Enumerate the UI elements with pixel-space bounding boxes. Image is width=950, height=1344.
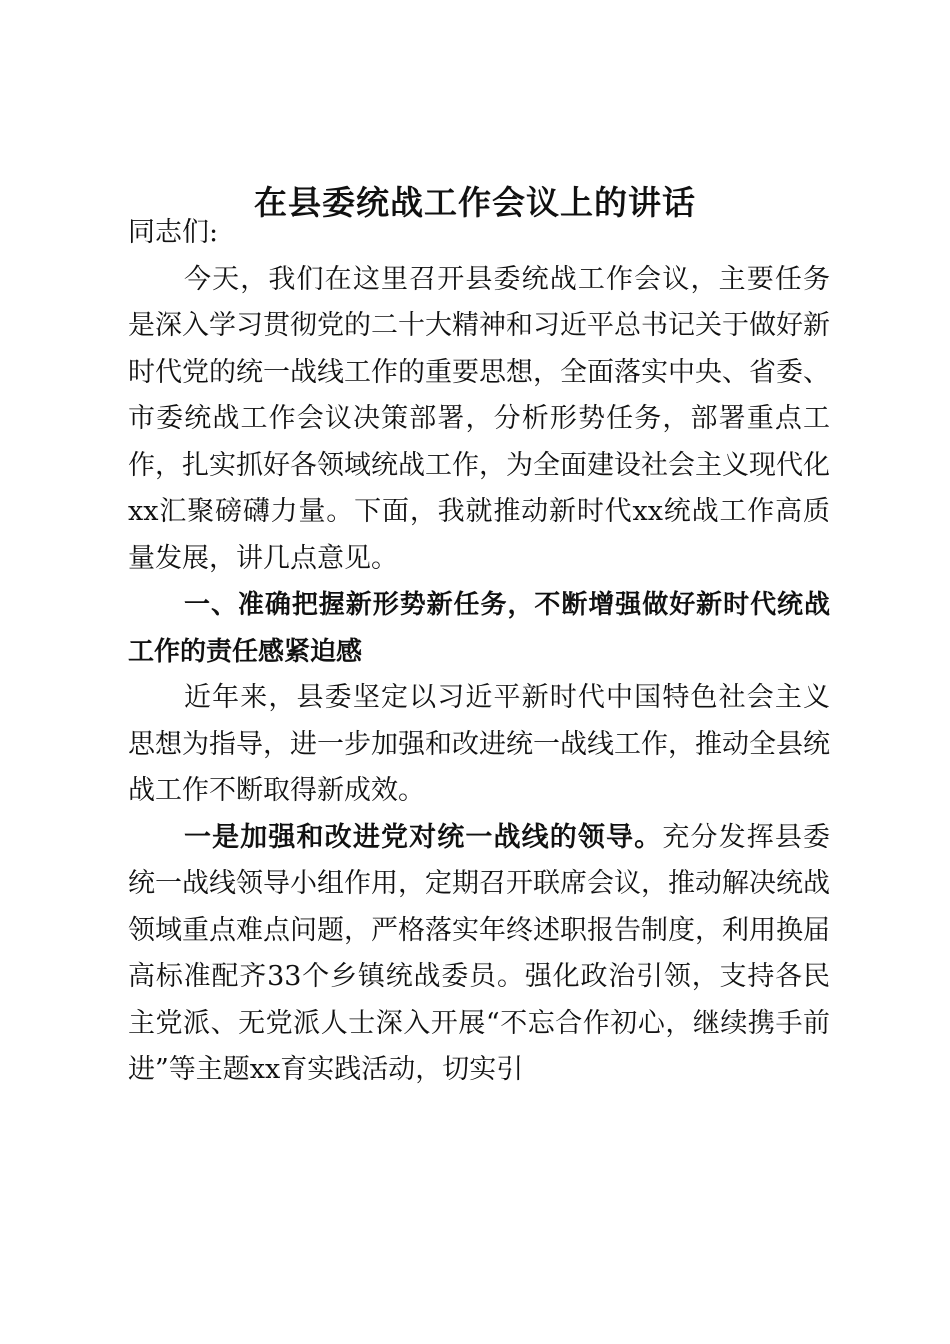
paragraph-intro: 今天，我们在这里召开县委统战工作会议，主要任务是深入学习贯彻党的二十大精神和习近平总书记关于做好新时代党的统一战线工作的重要思想，全面落实中央、省委、市委统战工作会议决策部署，分析形势任务，部署重点工作，扎实抓好各领域统战工作，为全面建设社会主义现代化xx汇聚磅礴力量。下面，我就推动新时代xx统战工作高质量发展，讲几点意见。 bbox=[128, 263, 830, 574]
salutation: 同志们: bbox=[128, 217, 219, 248]
paragraph-point-1 bbox=[128, 815, 830, 1094]
section-heading-1: 一、准确把握新形势新任务，不断增强做好新时代统战工作的责任感紧迫感 bbox=[128, 590, 830, 667]
point-1-lead: 一是加强和改进党对统一战线的领导。 bbox=[184, 821, 663, 853]
document-title: 在县委统战工作会议上的讲话 bbox=[254, 183, 696, 222]
point-1-body: 充分发挥县委统一战线领导小组作用，定期召开联席会议，推动解决统战领域重点难点问题，严格落实年终述职报告制度，利用换届高标准配齐33个乡镇统战委员。强化政治引领，支持各民主党派、无党派人士深入开展“不忘合作初心，继续携手前进”等主题xx育实践活动，切实引 bbox=[128, 821, 831, 1085]
paragraph-overview: 近年来，县委坚定以习近平新时代中国特色社会主义思想为指导，进一步加强和改进统一战线工作，推动全县统战工作不断取得新成效。 bbox=[128, 682, 830, 806]
document-body bbox=[128, 210, 830, 1094]
